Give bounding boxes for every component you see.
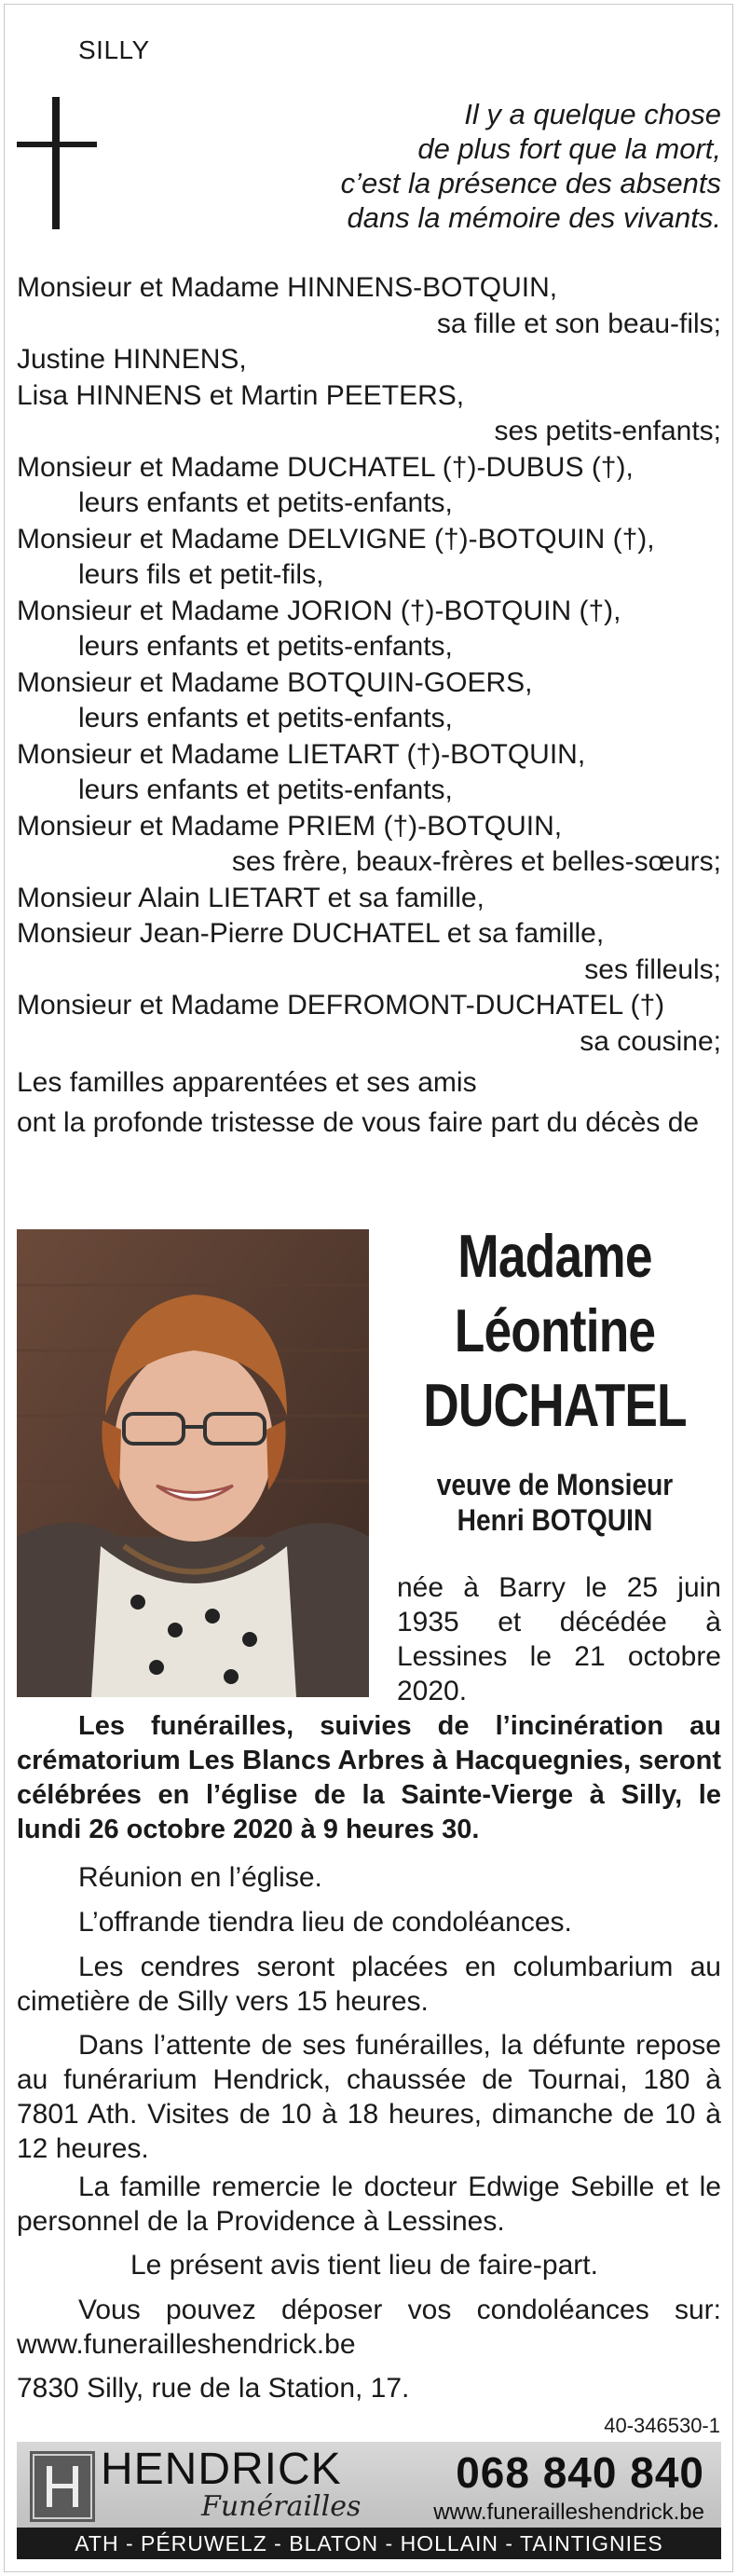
quote-line: Il y a quelque chose — [464, 98, 721, 130]
advert-website[interactable]: www.funerailleshendrick.be — [433, 2500, 704, 2525]
family-sub: leurs enfants et petits-enfants, — [78, 703, 453, 733]
hendrick-logo-icon — [30, 2451, 95, 2522]
family-entry: Monsieur et Madame PRIEM (†)-BOTQUIN, — [17, 810, 563, 842]
widow-line: veuve de Monsieur — [436, 1468, 674, 1501]
family-relation: ses petits-enfants; — [494, 416, 721, 446]
birth-death-text: née à Barry le 25 juin 1935 et décédée à Lessines le 21 octobre 2020. — [397, 1572, 721, 1706]
portrait-photo — [17, 1229, 369, 1697]
quote-line: de plus fort que la mort, — [417, 132, 721, 165]
advert-phone: 068 840 840 — [456, 2448, 704, 2497]
cross-icon — [17, 97, 97, 229]
family-entry: Monsieur et Madame JORION (†)-BOTQUIN (†), — [17, 595, 621, 626]
family-entry: Monsieur et Madame DUCHATEL (†)-DUBUS (†), — [17, 451, 634, 483]
deceased-first-name: Léontine — [454, 1296, 656, 1364]
address: 7830 Silly, rue de la Station, 17. — [17, 2373, 410, 2404]
family-entry: Monsieur et Madame BOTQUIN-GOERS, — [17, 666, 533, 698]
paragraph: Le présent avis tient lieu de faire-part. — [130, 2250, 598, 2281]
family-sub: leurs enfants et petits-enfants, — [78, 774, 453, 805]
deceased-title: Madame — [457, 1222, 652, 1290]
deceased-name-block — [382, 1219, 728, 1538]
family-relation: sa fille et son beau-fils; — [436, 308, 721, 339]
paragraph: Les cendres seront placées en columbarium au cimetière de Silly vers 15 heures. — [17, 1952, 721, 2017]
paragraph: Réunion en l’église. — [78, 1862, 322, 1893]
advert-banner — [17, 2442, 721, 2559]
closing-line: Les familles apparentées et ses amis — [17, 1067, 477, 1098]
town-label: SILLY — [78, 35, 150, 64]
family-entry: Monsieur et Madame LIETART (†)-BOTQUIN, — [17, 738, 586, 770]
quote-line: c’est la présence des absents — [340, 167, 721, 199]
family-sub: leurs enfants et petits-enfants, — [78, 631, 453, 662]
family-entry: Monsieur et Madame DEFROMONT-DUCHATEL (†) — [17, 990, 665, 1021]
paragraph: L’offrande tiendra lieu de condoléances. — [78, 1907, 572, 1938]
family-list — [17, 270, 721, 1139]
family-entry: Lisa HINNENS et Martin PEETERS, — [17, 379, 465, 411]
deceased-last-name: DUCHATEL — [423, 1371, 687, 1439]
funeral-details: Les funérailles, suivies de l’incinération au crématorium Les Blancs Arbres à Hacquegnies, seront célébrées en l’église de la Sainte-Vierge à Silly, le lundi 26 octobre 2020 à 9 heures 30. — [17, 1711, 721, 1844]
family-relation: ses filleuls; — [584, 953, 721, 985]
family-sub: leurs enfants et petits-enfants, — [78, 487, 453, 518]
widow-line: Henri BOTQUIN — [457, 1503, 653, 1537]
family-entry: Monsieur et Madame HINNENS-BOTQUIN, — [17, 272, 558, 303]
family-relation: sa cousine; — [580, 1025, 721, 1057]
advert-name: HENDRICK — [101, 2445, 342, 2494]
family-entry: Monsieur Alain LIETART et sa famille, — [17, 882, 485, 913]
family-entry: Justine HINNENS, — [17, 344, 247, 375]
advert-towns: ATH - PÉRUWELZ - BLATON - HOLLAIN - TAINTIGNIES — [17, 2528, 721, 2559]
paragraph: La famille remercie le docteur Edwige Sebille et le personnel de la Providence à Lessines. — [17, 2172, 721, 2237]
paragraph: Vous pouvez déposer vos condoléances sur: www.funerailleshendrick.be — [17, 2295, 721, 2360]
family-relation: ses frère, beaux-frères et belles-sœurs; — [231, 846, 721, 877]
family-entry: Monsieur et Madame DELVIGNE (†)-BOTQUIN (†), — [17, 523, 655, 555]
family-sub: leurs fils et petit-fils, — [78, 559, 324, 590]
reference-number: 40-346530-1 — [604, 2414, 720, 2437]
advert-script: Funérailles — [201, 2490, 362, 2523]
quote-line: dans la mémoire des vivants. — [347, 201, 721, 234]
quote — [311, 97, 721, 235]
closing-line: ont la profonde tristesse de vous faire part du décès de — [17, 1106, 700, 1138]
family-entry: Monsieur Jean-Pierre DUCHATEL et sa famille, — [17, 918, 605, 949]
paragraph: Dans l’attente de ses funérailles, la défunte repose au funérarium Hendrick, chaussée de Tournai, 180 à 7801 Ath. Visites de 10 à 18 heures, dimanche de 10 à 12 heures. — [17, 2030, 721, 2164]
